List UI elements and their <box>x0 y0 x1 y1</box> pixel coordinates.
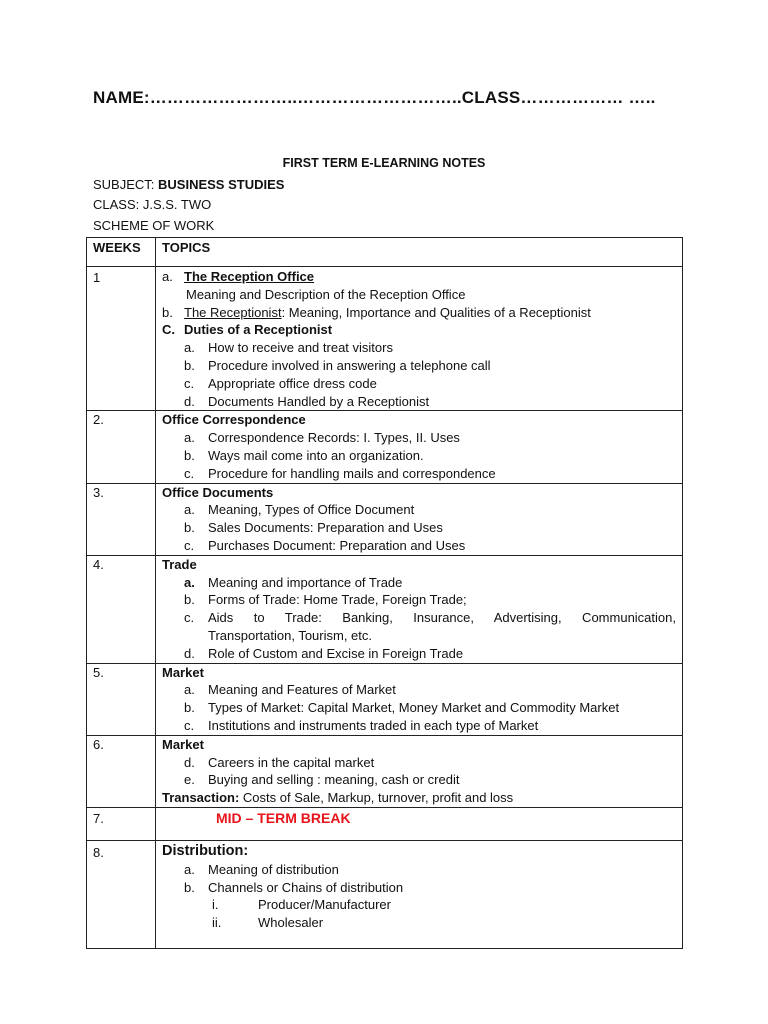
list-marker: a. <box>184 682 195 698</box>
list-marker: c. <box>184 610 195 626</box>
list-text: Careers in the capital market <box>208 754 375 770</box>
topic-description: Meaning and Description of the Reception Office <box>186 286 466 302</box>
topic-text: : Meaning, Importance and Qualities of a Receptionist <box>281 304 591 320</box>
table-row <box>87 267 683 411</box>
week-topics <box>156 663 683 735</box>
list-item <box>162 375 676 393</box>
week-number: 5. <box>87 663 156 735</box>
list-item <box>162 896 676 914</box>
week-number: 8. <box>87 840 156 948</box>
topics-header: TOPICS <box>156 238 683 267</box>
list-marker: b. <box>184 592 195 608</box>
scheme-line: SCHEME OF WORK <box>93 218 215 233</box>
list-text: Transportation, Tourism, etc. <box>208 627 373 643</box>
week-number: 3. <box>87 483 156 555</box>
list-item <box>162 681 676 699</box>
list-text: Aids to Trade: Banking, Insurance, Advertising, Communication, <box>208 610 676 626</box>
scheme-of-work-table <box>86 237 683 949</box>
list-item <box>162 771 676 789</box>
week-topics <box>156 807 683 840</box>
list-text: Sales Documents: Preparation and Uses <box>208 520 443 536</box>
list-marker: b. <box>184 879 195 895</box>
list-item <box>162 914 676 932</box>
table-row <box>87 735 683 807</box>
list-marker: a. <box>184 430 195 446</box>
week-topics <box>156 840 683 948</box>
list-text: Appropriate office dress code <box>208 375 377 391</box>
transaction-label: Transaction: <box>162 790 240 806</box>
list-item <box>162 699 676 717</box>
transaction-line <box>162 789 676 807</box>
list-marker: c. <box>184 465 195 481</box>
list-marker: c. <box>184 717 195 733</box>
list-text: Ways mail come into an organization. <box>208 447 424 463</box>
list-marker: c. <box>184 375 195 391</box>
list-marker: d. <box>184 393 195 409</box>
list-item <box>162 339 676 357</box>
list-text: How to receive and treat visitors <box>208 340 393 356</box>
list-marker: e. <box>184 772 195 788</box>
name-class-line: NAME:……………………..………………………..CLASS……………… ….. <box>93 88 656 107</box>
list-item <box>162 754 676 772</box>
list-text: Meaning of distribution <box>208 861 339 877</box>
list-text: Procedure involved in answering a telephone call <box>208 357 491 373</box>
list-item <box>162 717 676 735</box>
list-item <box>162 447 676 465</box>
table-header-row <box>87 238 683 267</box>
week-number: 1 <box>87 267 156 411</box>
list-item <box>162 393 676 411</box>
list-text: Meaning and Features of Market <box>208 682 396 698</box>
list-item <box>162 268 676 286</box>
list-item <box>162 537 676 555</box>
week-heading: Office Correspondence <box>162 412 306 428</box>
list-item <box>162 304 676 322</box>
week-number: 6. <box>87 735 156 807</box>
list-item <box>162 609 676 645</box>
week-number: 7. <box>87 807 156 840</box>
week-number: 2. <box>87 411 156 483</box>
list-item <box>162 321 676 339</box>
list-item <box>162 879 676 897</box>
transaction-text: Costs of Sale, Markup, turnover, profit and loss <box>239 790 514 806</box>
week-heading: Market <box>162 736 204 752</box>
subject-label: SUBJECT: <box>93 177 159 192</box>
list-text: Channels or Chains of distribution <box>208 879 404 895</box>
week-topics <box>156 411 683 483</box>
week-heading: Trade <box>162 556 197 572</box>
list-marker: C. <box>162 322 175 338</box>
list-item <box>162 501 676 519</box>
list-marker: a. <box>184 861 195 877</box>
list-marker: b. <box>184 700 195 716</box>
week-topics <box>156 483 683 555</box>
page-title: FIRST TERM E-LEARNING NOTES <box>282 156 486 170</box>
list-marker: a. <box>184 340 195 356</box>
week-heading: Market <box>162 664 204 680</box>
list-text: Documents Handled by a Receptionist <box>208 393 430 409</box>
list-item <box>162 574 676 592</box>
list-text: Meaning and importance of Trade <box>208 574 403 590</box>
topic-title: Duties of a Receptionist <box>184 322 333 338</box>
weeks-header: WEEKS <box>87 238 156 267</box>
list-text: Purchases Document: Preparation and Uses <box>208 537 466 553</box>
list-text: Wholesaler <box>258 915 324 931</box>
list-item <box>162 645 676 663</box>
list-text: Procedure for handling mails and correspondence <box>208 465 496 481</box>
list-text: Buying and selling : meaning, cash or credit <box>208 772 460 788</box>
week-topics <box>156 735 683 807</box>
list-item <box>162 465 676 483</box>
subject-line <box>93 177 284 192</box>
list-marker: d. <box>184 754 195 770</box>
topic-title: The Receptionist <box>184 304 282 320</box>
mid-term-break-label: MID – TERM BREAK <box>216 809 351 826</box>
table-row <box>87 840 683 948</box>
list-text: Meaning, Types of Office Document <box>208 502 415 518</box>
list-marker: c. <box>184 537 195 553</box>
week-heading: Office Documents <box>162 484 274 500</box>
list-text: Institutions and instruments traded in each type of Market <box>208 717 539 733</box>
list-text: Correspondence Records: I. Types, II. Uses <box>208 430 460 446</box>
list-item <box>162 861 676 879</box>
table-row <box>87 663 683 735</box>
week-topics <box>156 267 683 411</box>
list-marker: i. <box>212 897 219 913</box>
subject-value: BUSINESS STUDIES <box>158 177 285 192</box>
list-marker: b. <box>184 447 195 463</box>
list-marker: a. <box>184 502 195 518</box>
week-number: 4. <box>87 555 156 663</box>
week-heading: Distribution: <box>162 842 249 859</box>
list-marker: a. <box>162 269 173 284</box>
list-text: Role of Custom and Excise in Foreign Trade <box>208 645 464 661</box>
list-item <box>162 429 676 447</box>
week-topics <box>156 555 683 663</box>
list-text: Forms of Trade: Home Trade, Foreign Trade; <box>208 592 467 608</box>
class-line: CLASS: J.S.S. TWO <box>93 197 212 212</box>
table-row <box>87 807 683 840</box>
list-marker: d. <box>184 645 195 661</box>
list-item <box>162 591 676 609</box>
list-marker: a. <box>184 574 195 590</box>
list-marker: b. <box>162 304 173 320</box>
list-text: Types of Market: Capital Market, Money Market and Commodity Market <box>208 700 620 716</box>
list-item <box>162 519 676 537</box>
table-row <box>87 483 683 555</box>
topic-title: The Reception Office <box>184 269 315 284</box>
table-row <box>87 411 683 483</box>
list-text: Producer/Manufacturer <box>258 897 391 913</box>
list-marker: b. <box>184 520 195 536</box>
list-item <box>162 357 676 375</box>
table-row <box>87 555 683 663</box>
list-marker: ii. <box>212 915 222 931</box>
list-marker: b. <box>184 357 195 373</box>
